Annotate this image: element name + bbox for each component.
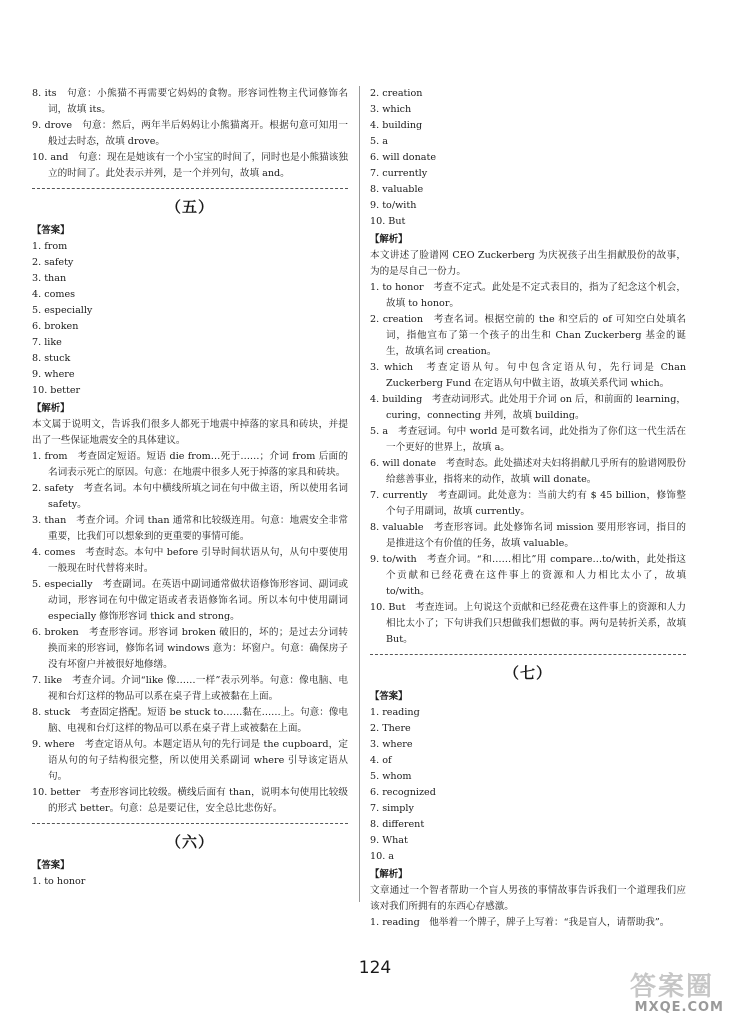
analysis-item: 10. better 考查形容词比较级。横线后面有 than，说明本句使用比较级的形式 better。句意：总是要记住，安全总比悲伤好。	[32, 787, 348, 814]
analysis-item: 6. will donate 考查时态。此处描述对夫妇将捐献几乎所有的脸谱网股份给慈善事业，指将来的动作，故填 will donate。	[370, 458, 686, 485]
answer-item: 1. reading	[370, 707, 420, 718]
analysis-item: 4. building 考查动词形式。此处用于介词 on 后，和前面的 learning，curing，connecting 并列，故填 building。	[370, 394, 686, 421]
section-divider	[32, 823, 348, 824]
analysis-tag: 【解析】	[370, 234, 408, 245]
answer-item: 5. whom	[370, 771, 412, 782]
answer-item: 10. better	[32, 385, 81, 396]
answer-item: 7. currently	[370, 168, 428, 179]
answer-item: 6. broken	[32, 321, 79, 332]
analysis-tag: 【解析】	[370, 869, 408, 880]
answer-item: 3. where	[370, 739, 413, 750]
analysis-item: 9. drove 句意：然后，两年半后妈妈让小熊猫离开。根据句意可知用一般过去时态，故填 drove。	[32, 120, 348, 147]
analysis-item: 4. comes 考查时态。本句中 before 引导时间状语从句，从句中要使用一般现在时代替将来时。	[32, 547, 348, 574]
section-title-5: （五）	[165, 198, 214, 216]
answer-item: 6. will donate	[370, 152, 437, 163]
column-divider	[359, 86, 360, 902]
answer-item: 4. building	[370, 120, 423, 131]
analysis-item: 8. its 句意：小熊猫不再需要它妈妈的食物。形容词性物主代词修饰名词，故填 its。	[32, 88, 348, 115]
section-divider	[370, 654, 686, 655]
answer-item: 8. valuable	[370, 184, 424, 195]
analysis-intro: 本文讲述了脸谱网 CEO Zuckerberg 为庆祝孩子出生捐献股份的故事，为的是尽自己一份力。	[370, 250, 686, 277]
analysis-item: 10. and 句意：现在是她该有一个小宝宝的时间了，同时也是小熊猫该独立的时间了。此处表示并列，是一个并列句，故填 and。	[32, 152, 348, 179]
answer-tag: 【答案】	[32, 225, 70, 236]
answer-item: 9. to/with	[370, 200, 417, 211]
analysis-item: 5. a 考查冠词。句中 world 是可数名词，此处指为了你们这一代生活在一个更好的世界上，故填 a。	[370, 426, 686, 453]
analysis-item: 10. But 考查连词。上句说这个贡献和已经花费在这件事上的资源和人力相比太小了；下句讲我们只想做我们想做的事。两句是转折关系，故填 But。	[370, 602, 686, 645]
answer-item: 3. which	[370, 104, 412, 115]
answer-item: 6. recognized	[370, 787, 436, 798]
analysis-item: 2. creation 考查名词。根据空前的 the 和空后的 of 可知空白处填名词，指他宣布了第一个孩子的出生和 Chan Zuckerberg 基金的诞生，故填名词 creation。	[370, 314, 686, 357]
analysis-item: 9. where 考查定语从句。本题定语从句的先行词是 the cupboard，定语从句的句子结构很完整，所以使用关系副词 where 引导该定语从句。	[32, 739, 348, 782]
analysis-item: 7. like 考查介词。介词“like 像……一样”表示列举。句意：像电脑、电视和台灯这样的物品可以系在桌子背上或被黏在上面。	[32, 675, 348, 702]
section-title-6: （六）	[165, 833, 214, 851]
answer-item: 3. than	[32, 273, 67, 284]
analysis-item: 3. than 考查介词。介词 than 通常和比较级连用。句意：地震安全非常重要，比我们可以想象到的更重要的事情可能。	[32, 515, 348, 542]
answer-item: 9. where	[32, 369, 75, 380]
analysis-intro: 本文属于说明文，告诉我们很多人都死于地震中掉落的家具和砖块，并提出了一些保证地震安全的具体建议。	[32, 419, 348, 446]
analysis-item: 6. broken 考查形容词。形容词 broken 破旧的，坏的；是过去分词转换而来的形容词，修饰名词 windows 意为：坏窗户。句意：确保房子没有坏窗户并被很好地修缮。	[32, 627, 348, 670]
section-divider	[32, 188, 348, 189]
analysis-item: 3. which 考查定语从句。句中包含定语从句，先行词是 Chan Zuckerberg Fund 在定语从句中做主语，故填关系代词 which。	[370, 362, 686, 389]
answer-item: 2. safety	[32, 257, 74, 268]
analysis-intro: 文章通过一个智者帮助一个盲人男孩的事情故事告诉我们一个道理我们应该对我们所拥有的东西心存感激。	[370, 885, 686, 912]
answer-item: 10. But	[370, 216, 406, 227]
analysis-item: 2. safety 考查名词。本句中横线所填之词在句中做主语，所以使用名词 safety。	[32, 483, 348, 510]
answer-tag: 【答案】	[32, 860, 70, 871]
answer-item: 7. simply	[370, 803, 414, 814]
answer-item: 2. creation	[370, 88, 423, 99]
analysis-item: 7. currently 考查副词。此处意为：当前大约有 $ 45 billion，修饰整个句子用副词，故填 currently。	[370, 490, 686, 517]
analysis-tag: 【解析】	[32, 403, 70, 414]
answer-item: 4. of	[370, 755, 392, 766]
analysis-item: 1. to honor 考查不定式。此处是不定式表目的，指为了纪念这个机会，故填 to honor。	[370, 282, 686, 309]
analysis-item: 1. reading 他举着一个牌子，牌子上写着：“我是盲人，请帮助我”。	[370, 917, 670, 928]
answer-item: 5. a	[370, 136, 388, 147]
answer-tag: 【答案】	[370, 691, 408, 702]
analysis-item: 8. valuable 考查形容词。此处修饰名词 mission 要用形容词，指目的是推进这个有价值的任务，故填 valuable。	[370, 522, 686, 549]
left-column	[32, 86, 348, 890]
analysis-item: 5. especially 考查副词。在英语中副词通常做状语修饰形容词、副词或动词，形容词在句中做定语或者表语修饰名词。所以本句中使用副词 especially 修饰形容词 thick and strong。	[32, 579, 348, 622]
answer-item: 9. What	[370, 835, 408, 846]
answer-item: 8. different	[370, 819, 425, 830]
analysis-item: 8. stuck 考查固定搭配。短语 be stuck to……黏在……上。句意：像电脑、电视和台灯这样的物品可以系在桌子背上或被黏在上面。	[32, 707, 348, 734]
answer-item: 1. from	[32, 241, 68, 252]
analysis-item: 9. to/with 考查介词。“和……相比”用 compare…to/with，此处指这个贡献和已经花费在这件事上的资源和人力相比太小了，故填 to/with。	[370, 554, 686, 597]
answer-item: 1. to honor	[32, 876, 86, 887]
watermark-text: MXQE.COM	[634, 1000, 724, 1015]
answer-item: 4. comes	[32, 289, 76, 300]
right-column	[370, 86, 686, 931]
answer-item: 2. There	[370, 723, 411, 734]
analysis-item: 1. from 考查固定短语。短语 die from…死于……；介词 from 后面的名词表示死亡的原因。句意：在地震中很多人死于掉落的家具和砖块。	[32, 451, 348, 478]
answer-item: 8. stuck	[32, 353, 71, 364]
page-number: 124	[358, 958, 392, 978]
answer-item: 5. especially	[32, 305, 93, 316]
answer-item: 10. a	[370, 851, 395, 862]
answer-item: 7. like	[32, 337, 62, 348]
section-title-7: （七）	[503, 664, 552, 682]
watermark-logo: 答案圈	[629, 972, 714, 1002]
